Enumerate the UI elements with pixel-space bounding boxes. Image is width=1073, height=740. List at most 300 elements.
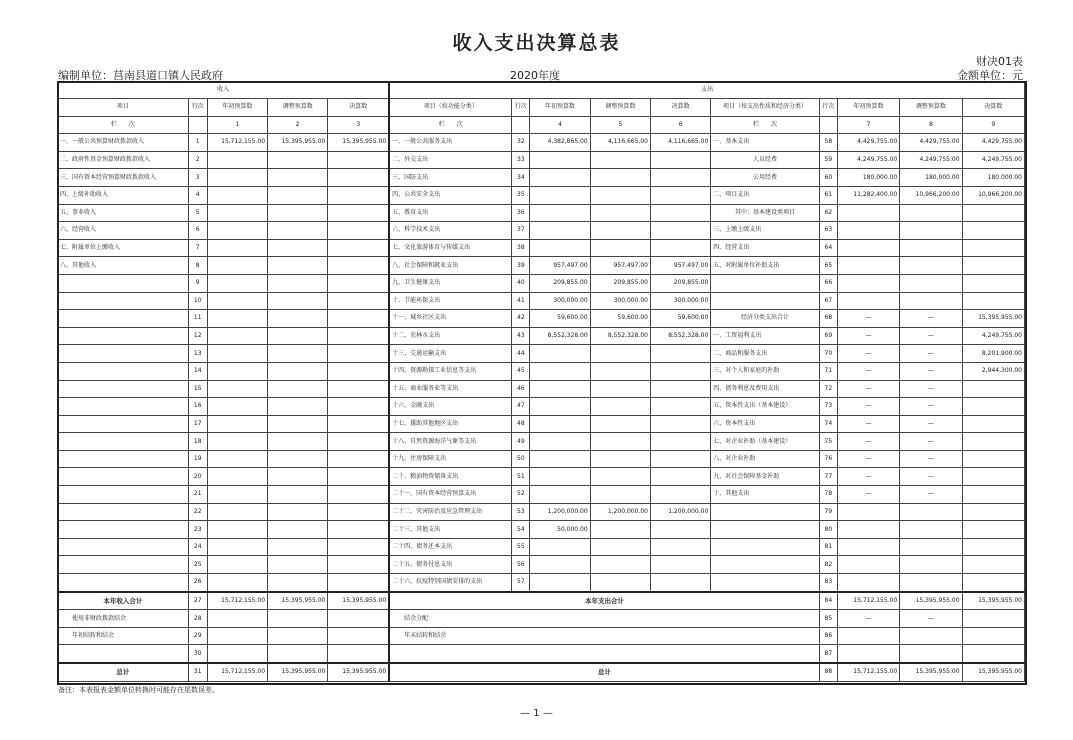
amount-cell <box>268 503 328 521</box>
amount-cell <box>268 398 328 416</box>
amount-cell <box>328 151 389 169</box>
row-number: 25 <box>188 556 207 574</box>
amount-cell <box>962 239 1024 257</box>
amount-cell <box>207 380 267 398</box>
econ-item-label <box>711 274 820 292</box>
row-number: 63 <box>819 222 837 240</box>
row-number: 41 <box>512 292 530 310</box>
table-row <box>58 486 1025 504</box>
col-adjusted: 调整预算数 <box>268 99 328 117</box>
row-number: 8 <box>188 257 207 275</box>
row-number: 3 <box>188 169 207 187</box>
func-item-label: 二十一、国有资本经营预算支出 <box>389 486 512 504</box>
income-item-label <box>58 486 189 504</box>
amount-cell <box>268 556 328 574</box>
row-number: 73 <box>819 398 837 416</box>
income-total-label: 本年收入合计 <box>58 592 189 610</box>
amount-cell <box>650 380 710 398</box>
amount-cell <box>207 503 267 521</box>
income-item-label <box>58 574 189 592</box>
amount-cell <box>650 222 710 240</box>
amount-cell: 4,429,755.00 <box>900 134 962 152</box>
amount-cell <box>900 204 962 222</box>
row-number: 35 <box>512 186 530 204</box>
func-item-label: 二十三、其他支出 <box>389 521 512 539</box>
amount-cell <box>530 151 590 169</box>
func-item-label: 二十、粮油物资储备支出 <box>389 468 512 486</box>
amount-cell <box>837 521 899 539</box>
amount-cell: 4,116,665.00 <box>650 134 710 152</box>
row-number: 9 <box>188 274 207 292</box>
amount-cell <box>328 222 389 240</box>
amount-cell <box>268 574 328 592</box>
col-num: 8 <box>900 116 962 134</box>
amount-cell <box>328 468 389 486</box>
income-item-label: 四、上级补助收入 <box>58 186 189 204</box>
amount-cell <box>530 486 590 504</box>
func-item-label: 十八、自然资源海洋气象等支出 <box>389 433 512 451</box>
amount-cell: — <box>837 398 899 416</box>
row-number: 24 <box>188 538 207 556</box>
income-item-label: 一、一般公共预算财政拨款收入 <box>58 134 189 152</box>
col-item: 项目 <box>58 99 189 117</box>
table-row <box>58 538 1025 556</box>
amount-cell <box>837 627 899 645</box>
amount-cell <box>837 292 899 310</box>
col-num: 2 <box>268 116 328 134</box>
amount-cell <box>328 627 389 645</box>
row-number: 83 <box>819 574 837 592</box>
row-number: 27 <box>188 592 207 610</box>
amount-cell: — <box>900 486 962 504</box>
row-number: 26 <box>188 574 207 592</box>
amount-cell: 15,712,155.00 <box>837 663 899 681</box>
amount-cell: — <box>837 380 899 398</box>
row-number: 57 <box>512 574 530 592</box>
amount-cell <box>590 468 650 486</box>
amount-cell <box>590 574 650 592</box>
row-number: 62 <box>819 204 837 222</box>
expend-item-label <box>389 645 819 663</box>
amount-cell <box>207 204 267 222</box>
amount-cell <box>962 222 1024 240</box>
amount-cell <box>530 538 590 556</box>
amount-cell: 8,552,328.00 <box>530 327 590 345</box>
income-grand-total-label: 总计 <box>58 663 189 681</box>
table-row <box>58 610 1025 628</box>
col-num: 3 <box>328 116 389 134</box>
amount-cell: 15,395,955.00 <box>268 134 328 152</box>
econ-item-label: 九、对社会保障基金补助 <box>711 468 820 486</box>
row-number: 56 <box>512 556 530 574</box>
amount-cell <box>837 538 899 556</box>
amount-cell <box>590 538 650 556</box>
amount-cell <box>328 645 389 663</box>
amount-cell <box>650 169 710 187</box>
econ-item-label: 一、工资福利支出 <box>711 327 820 345</box>
page-title: 收入支出决算总表 <box>452 32 621 54</box>
amount-cell <box>900 222 962 240</box>
amount-cell: 15,712,155.00 <box>207 592 267 610</box>
row-number: 15 <box>188 380 207 398</box>
row-number: 80 <box>819 521 837 539</box>
row-number: 43 <box>512 327 530 345</box>
row-number: 70 <box>819 345 837 363</box>
econ-item-label <box>711 556 820 574</box>
row-number: 86 <box>819 627 837 645</box>
amount-cell <box>328 327 389 345</box>
table-row <box>58 327 1025 345</box>
row-number: 64 <box>819 239 837 257</box>
amount-cell: — <box>837 362 899 380</box>
func-item-label: 十六、金融支出 <box>389 398 512 416</box>
row-number: 67 <box>819 292 837 310</box>
amount-cell <box>328 239 389 257</box>
amount-cell <box>328 521 389 539</box>
amount-cell <box>590 433 650 451</box>
amount-cell <box>650 521 710 539</box>
func-item-label: 十二、农林水支出 <box>389 327 512 345</box>
amount-cell <box>837 503 899 521</box>
row-number: 11 <box>188 310 207 328</box>
amount-cell: 15,395,955.00 <box>268 663 328 681</box>
amount-cell <box>900 574 962 592</box>
amount-cell <box>207 169 267 187</box>
column-header-row <box>58 99 1025 117</box>
table-row <box>58 292 1025 310</box>
amount-cell: 4,116,665.00 <box>590 134 650 152</box>
amount-cell: 8,201,900.00 <box>962 345 1024 363</box>
row-number: 84 <box>819 592 837 610</box>
row-number: 39 <box>512 257 530 275</box>
amount-cell <box>328 538 389 556</box>
amount-cell <box>590 169 650 187</box>
amount-cell: 4,249,755.00 <box>962 151 1024 169</box>
money-unit: 金额单位：元 <box>957 69 1023 82</box>
lan-label: 栏 次 <box>711 116 820 134</box>
amount-cell: 8,552,328.00 <box>590 327 650 345</box>
row-number: 38 <box>512 239 530 257</box>
amount-cell <box>962 486 1024 504</box>
amount-cell: 180,000.00 <box>900 169 962 187</box>
amount-cell: — <box>837 310 899 328</box>
amount-cell <box>837 257 899 275</box>
amount-cell <box>268 186 328 204</box>
amount-cell <box>207 151 267 169</box>
table-row <box>58 521 1025 539</box>
row-number: 81 <box>819 538 837 556</box>
row-number: 74 <box>819 415 837 433</box>
row-number: 85 <box>819 610 837 628</box>
row-number: 20 <box>188 468 207 486</box>
row-number: 47 <box>512 398 530 416</box>
amount-cell <box>650 574 710 592</box>
amount-cell <box>900 257 962 275</box>
row-number: 46 <box>512 380 530 398</box>
amount-cell: 15,395,955.00 <box>268 592 328 610</box>
amount-cell <box>962 556 1024 574</box>
amount-cell <box>962 450 1024 468</box>
row-number: 55 <box>512 538 530 556</box>
row-number: 50 <box>512 450 530 468</box>
amount-cell <box>962 292 1024 310</box>
amount-cell: 15,712,155.00 <box>207 134 267 152</box>
amount-cell <box>590 380 650 398</box>
func-item-label: 二十二、灾害防治及应急管理支出 <box>389 503 512 521</box>
econ-item-label: 公用经费 <box>711 169 820 187</box>
econ-item-label: 十、其他支出 <box>711 486 820 504</box>
row-number: 22 <box>188 503 207 521</box>
col-num: 4 <box>530 116 590 134</box>
col-num: 9 <box>962 116 1024 134</box>
row-number: 45 <box>512 362 530 380</box>
expend-item-label: 年末结转和结余 <box>389 627 819 645</box>
amount-cell <box>268 292 328 310</box>
col-econ-item: 项目（按支出性质和经济分类） <box>711 99 820 117</box>
amount-cell: — <box>837 415 899 433</box>
table-row <box>58 415 1025 433</box>
amount-cell <box>530 362 590 380</box>
row-number: 34 <box>512 169 530 187</box>
amount-cell <box>328 486 389 504</box>
amount-cell: — <box>837 450 899 468</box>
amount-cell <box>900 521 962 539</box>
amount-cell <box>530 415 590 433</box>
row-number: 52 <box>512 486 530 504</box>
econ-item-label: 四、经营支出 <box>711 239 820 257</box>
amount-cell <box>962 274 1024 292</box>
amount-cell <box>530 468 590 486</box>
amount-cell <box>207 310 267 328</box>
econ-item-label: 经济分类支出合计 <box>711 310 820 328</box>
amount-cell <box>530 450 590 468</box>
amount-cell <box>650 151 710 169</box>
func-item-label: 十一、城乡社区支出 <box>389 310 512 328</box>
amount-cell <box>590 450 650 468</box>
econ-item-label: 六、资本性支出 <box>711 415 820 433</box>
amount-cell <box>837 556 899 574</box>
amount-cell: 1,200,000.00 <box>650 503 710 521</box>
amount-cell <box>328 503 389 521</box>
amount-cell <box>650 186 710 204</box>
amount-cell <box>900 503 962 521</box>
row-number: 75 <box>819 433 837 451</box>
amount-cell <box>650 239 710 257</box>
func-item-label: 二十五、债务付息支出 <box>389 556 512 574</box>
amount-cell <box>268 151 328 169</box>
amount-cell <box>268 345 328 363</box>
amount-cell: 957,497.00 <box>590 257 650 275</box>
amount-cell: 300,000.00 <box>530 292 590 310</box>
amount-cell: — <box>837 327 899 345</box>
amount-cell: 4,382,865.00 <box>530 134 590 152</box>
row-number: 5 <box>188 204 207 222</box>
row-number: 32 <box>512 134 530 152</box>
col-initial: 年初预算数 <box>207 99 267 117</box>
amount-cell <box>207 450 267 468</box>
amount-cell <box>650 486 710 504</box>
amount-cell <box>530 398 590 416</box>
econ-item-label <box>711 521 820 539</box>
econ-item-label: 二、项目支出 <box>711 186 820 204</box>
amount-cell: 15,712,155.00 <box>837 592 899 610</box>
row-number: 36 <box>512 204 530 222</box>
econ-item-label: 人员经费 <box>711 151 820 169</box>
amount-cell <box>328 292 389 310</box>
amount-cell <box>328 450 389 468</box>
row-number: 33 <box>512 151 530 169</box>
amount-cell <box>328 310 389 328</box>
income-section-header: 收入 <box>58 82 390 99</box>
amount-cell <box>530 222 590 240</box>
table-row <box>58 503 1025 521</box>
col-final: 决算数 <box>650 99 710 117</box>
col-num: 6 <box>650 116 710 134</box>
table-row <box>58 362 1025 380</box>
amount-cell <box>590 362 650 380</box>
amount-cell: 59,600.00 <box>650 310 710 328</box>
row-number: 12 <box>188 327 207 345</box>
amount-cell: 4,249,755.00 <box>900 151 962 169</box>
row-number: 10 <box>188 292 207 310</box>
row-number: 16 <box>188 398 207 416</box>
func-item-label: 三、国防支出 <box>389 169 512 187</box>
amount-cell: 180,000.00 <box>962 169 1024 187</box>
row-number: 30 <box>188 645 207 663</box>
table-row <box>58 204 1025 222</box>
econ-item-label <box>711 503 820 521</box>
amount-cell <box>268 521 328 539</box>
econ-item-label: 八、对企业补助 <box>711 450 820 468</box>
row-number: 54 <box>512 521 530 539</box>
amount-cell: 180,000.00 <box>837 169 899 187</box>
amount-cell <box>268 362 328 380</box>
amount-cell <box>962 380 1024 398</box>
amount-cell <box>900 239 962 257</box>
amount-cell <box>268 450 328 468</box>
amount-cell <box>590 239 650 257</box>
table-row <box>58 380 1025 398</box>
income-item-label: 五、事业收入 <box>58 204 189 222</box>
amount-cell <box>328 274 389 292</box>
section-header-row <box>58 82 1025 99</box>
amount-cell: 15,712,155.00 <box>207 663 267 681</box>
col-final: 决算数 <box>962 99 1024 117</box>
amount-cell: 15,395,955.00 <box>962 310 1024 328</box>
amount-cell <box>530 556 590 574</box>
footnote: 备注：本表报表金额单位转换时可能存在尾数误差。 <box>58 686 219 694</box>
amount-cell <box>590 556 650 574</box>
amount-cell <box>962 204 1024 222</box>
income-item-label <box>58 503 189 521</box>
amount-cell <box>328 257 389 275</box>
income-item-label: 二、政府性基金预算财政拨款收入 <box>58 151 189 169</box>
income-item-label <box>58 645 189 663</box>
func-item-label: 一、一般公共服务支出 <box>389 134 512 152</box>
lan-label: 栏 次 <box>58 116 189 134</box>
row-number: 14 <box>188 362 207 380</box>
amount-cell <box>268 645 328 663</box>
amount-cell: — <box>900 468 962 486</box>
income-item-label <box>58 274 189 292</box>
amount-cell <box>207 610 267 628</box>
amount-cell <box>650 468 710 486</box>
amount-cell <box>207 415 267 433</box>
amount-cell <box>530 204 590 222</box>
row-number: 58 <box>819 134 837 152</box>
amount-cell <box>268 310 328 328</box>
empty-cell <box>819 116 837 134</box>
amount-cell <box>268 415 328 433</box>
row-number: 69 <box>819 327 837 345</box>
amount-cell <box>650 450 710 468</box>
amount-cell <box>207 327 267 345</box>
amount-cell <box>268 486 328 504</box>
row-number: 61 <box>819 186 837 204</box>
amount-cell: 4,249,755.00 <box>837 151 899 169</box>
amount-cell: 957,497.00 <box>530 257 590 275</box>
amount-cell: 209,855.00 <box>530 274 590 292</box>
amount-cell: 4,249,755.00 <box>962 327 1024 345</box>
amount-cell <box>328 169 389 187</box>
row-number: 6 <box>188 222 207 240</box>
amount-cell <box>650 433 710 451</box>
amount-cell: 4,429,755.00 <box>837 134 899 152</box>
amount-cell: 11,282,400.00 <box>837 186 899 204</box>
table-row <box>58 433 1025 451</box>
income-item-label <box>58 345 189 363</box>
row-number: 78 <box>819 486 837 504</box>
row-number: 65 <box>819 257 837 275</box>
column-number-row <box>58 116 1025 134</box>
table-row <box>58 627 1025 645</box>
amount-cell: 2,944,300.00 <box>962 362 1024 380</box>
amount-cell <box>962 521 1024 539</box>
amount-cell: 4,429,755.00 <box>962 134 1024 152</box>
func-item-label: 十九、住房保障支出 <box>389 450 512 468</box>
amount-cell <box>590 486 650 504</box>
row-number: 21 <box>188 486 207 504</box>
amount-cell: — <box>837 345 899 363</box>
amount-cell <box>837 274 899 292</box>
amount-cell <box>530 433 590 451</box>
amount-cell: — <box>900 380 962 398</box>
econ-item-label: 一、基本支出 <box>711 134 820 152</box>
row-number: 59 <box>819 151 837 169</box>
func-item-label: 五、教育支出 <box>389 204 512 222</box>
amount-cell <box>268 204 328 222</box>
amount-cell <box>268 222 328 240</box>
row-number: 82 <box>819 556 837 574</box>
table-row <box>58 257 1025 275</box>
table-row <box>58 398 1025 416</box>
amount-cell: 10,966,200.00 <box>962 186 1024 204</box>
amount-cell <box>207 345 267 363</box>
income-item-label <box>58 521 189 539</box>
amount-cell <box>207 645 267 663</box>
amount-cell <box>962 645 1024 663</box>
income-item-label: 六、经营收入 <box>58 222 189 240</box>
income-item-label <box>58 398 189 416</box>
amount-cell: 15,395,955.00 <box>328 134 389 152</box>
func-item-label: 二十四、债务还本支出 <box>389 538 512 556</box>
amount-cell: 59,600.00 <box>590 310 650 328</box>
table-row <box>58 574 1025 592</box>
amount-cell <box>962 627 1024 645</box>
amount-cell <box>207 222 267 240</box>
col-adjusted: 调整预算数 <box>900 99 962 117</box>
amount-cell <box>328 398 389 416</box>
